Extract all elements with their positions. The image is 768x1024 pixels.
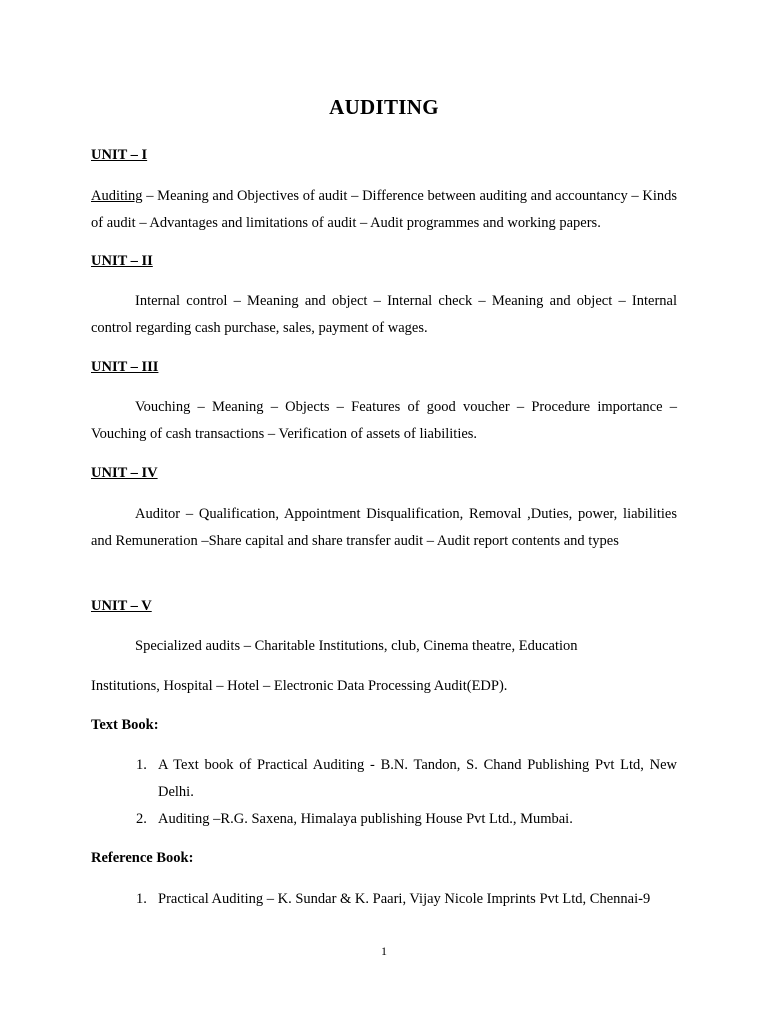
unit-1-lead-word: Auditing [91,188,143,204]
unit-5-content-line-1: Specialized audits – Charitable Institutions, club, Cinema theatre, Education [135,638,578,654]
list-number: 1. [136,891,147,907]
list-item-text: A Text book of Practical Auditing - B.N. Tandon, S. Chand Publishing Pvt Ltd, New Delhi. [158,757,677,800]
unit-1-content [91,183,677,236]
list-item-text: Practical Auditing – K. Sundar & K. Paari, Vijay Nicole Imprints Pvt Ltd, Chennai-9 [158,891,651,907]
list-number: 1. [136,757,147,773]
unit-5-heading: UNIT – V [91,598,152,614]
text-book-item [136,806,677,833]
list-item-text: Auditing –R.G. Saxena, Himalaya publishing House Pvt Ltd., Mumbai. [158,811,573,827]
unit-4-content: Auditor – Qualification, Appointment Disqualification, Removal ,Duties, power, liabilities and Remuneration –Share capital and share transfer audit – Audit report contents and types [91,506,677,549]
page-number: 1 [381,944,387,958]
unit-5-content-line-2: Institutions, Hospital – Hotel – Electronic Data Processing Audit(EDP). [91,678,508,694]
unit-1-heading: UNIT – I [91,147,148,163]
unit-3-content: Vouching – Meaning – Objects – Features of good voucher – Procedure importance – Vouching of cash transactions – Verification of assets of liabilities. [91,399,677,442]
unit-2-heading: UNIT – II [91,253,153,269]
unit-3-heading: UNIT – III [91,359,159,375]
unit-1-text: – Meaning and Objectives of audit – Difference between auditing and accountancy – Kinds of audit – Advantages and limitations of audit – Audit programmes and working papers. [91,188,677,231]
unit-2-content: Internal control – Meaning and object – Internal check – Meaning and object – Internal control regarding cash purchase, sales, payment of wages. [91,293,677,336]
list-number: 2. [136,811,147,827]
text-book-heading: Text Book: [91,717,159,733]
reference-book-item [136,886,677,913]
reference-book-heading: Reference Book: [91,850,194,866]
text-book-item [136,752,677,805]
page-title: AUDITING [329,95,439,119]
unit-4-heading: UNIT – IV [91,465,158,481]
